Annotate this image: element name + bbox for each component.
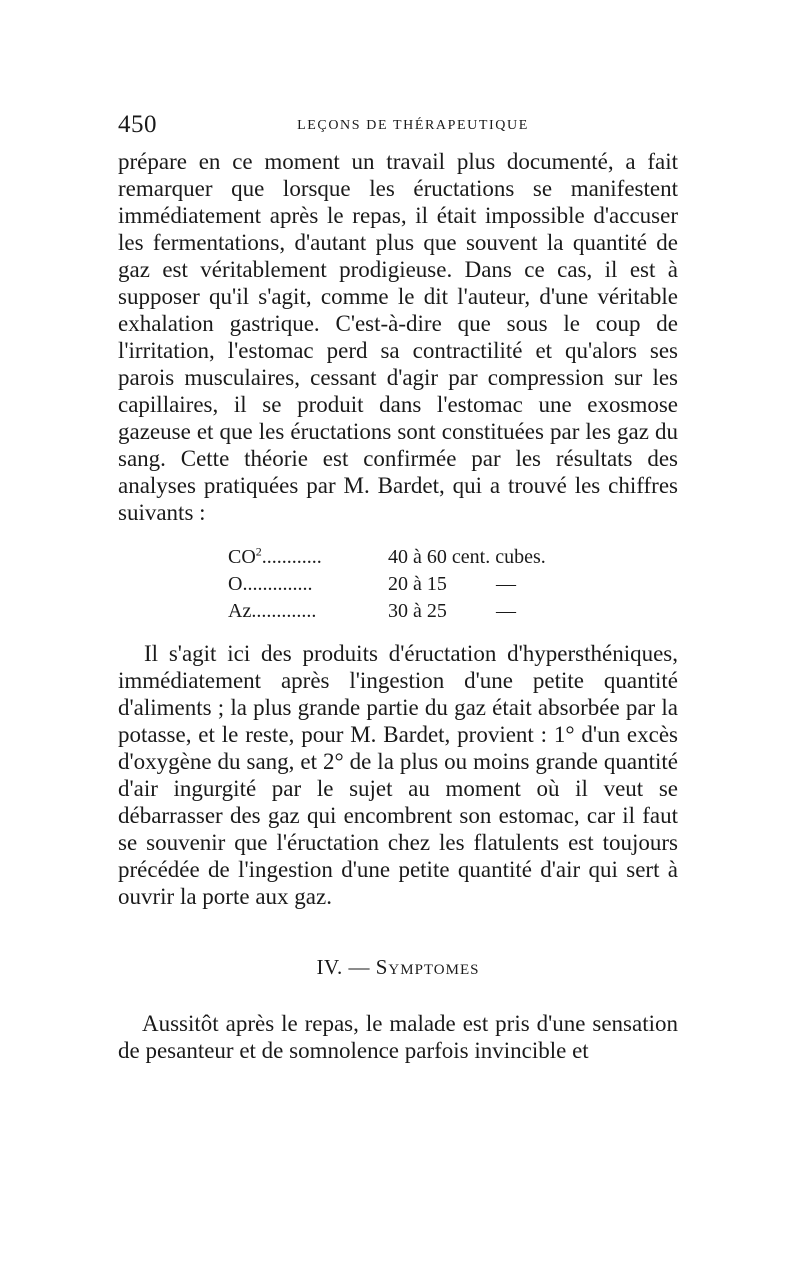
gas-amount: 30 à 25: [388, 600, 447, 622]
gas-amount: 20 à 15: [388, 573, 447, 595]
table-row: [228, 544, 588, 571]
gas-name: Az.............: [228, 600, 317, 622]
gas-analysis-table: [228, 544, 588, 625]
gas-amount: 40 à 60 cent. cubes.: [388, 546, 546, 568]
gas-name: $CO^2$............: [228, 544, 322, 568]
ditto-mark: —: [496, 573, 516, 595]
paragraph-3: Aussitôt après le repas, le malade est pris d'une sensation de pesanteur et de somnolence parfois invincible et: [118, 1011, 678, 1063]
page-header: [118, 111, 678, 141]
running-title: LEÇONS DE THÉRAPEUTIQUE: [297, 118, 529, 133]
section-title: Symptomes: [375, 955, 480, 979]
paragraph-2: Il s'agit ici des produits d'éructation d'hypersthéniques, immédiatement après l'ingestion d'une petite quantité d'aliments ; la plus grande partie du gaz était absorbée par la potasse, et le reste, pour M. Bardet, provient : 1° d'un excès d'oxygène du sang, et 2° de la plus ou moins grande quantité d'air ingurgité par le sujet au moment où il veut se débarrasser des gaz qui encombrent son estomac, car il faut se souvenir que l'éructation chez les flatulents est toujours précédée de l'ingestion d'une petite quantité d'air qui sert à ouvrir la porte aux gaz.: [118, 641, 678, 909]
table-row: [228, 571, 588, 598]
paragraph-1: prépare en ce moment un travail plus documenté, a fait remarquer que lorsque les éructations se manifestent immédiatement après le repas, il était impossible d'accuser les fermentations, d'autant plus que souvent la quantité de gaz est véritablement prodigieuse. Dans ce cas, il est à supposer qu'il s'agit, comme le dit l'auteur, d'une véritable exhalation gastrique. C'est-à-dire que sous le coup de l'irritation, l'estomac perd sa contractilité et qu'alors ses parois musculaires, cessant d'agir par compression sur les capillaires, il se produit dans l'estomac une exosmose gazeuse et que les éructations sont constituées par les gaz du sang. Cette théorie est confirmée par les résultats des analyses pratiquées par M. Bardet, qui a trouvé les chiffres suivants :: [118, 149, 678, 525]
section-number: IV. —: [316, 955, 370, 979]
gas-name: O..............: [228, 573, 313, 595]
table-row: [228, 598, 588, 625]
page-number: 450: [118, 111, 157, 138]
section-heading: [118, 955, 678, 980]
ditto-mark: —: [496, 600, 516, 622]
